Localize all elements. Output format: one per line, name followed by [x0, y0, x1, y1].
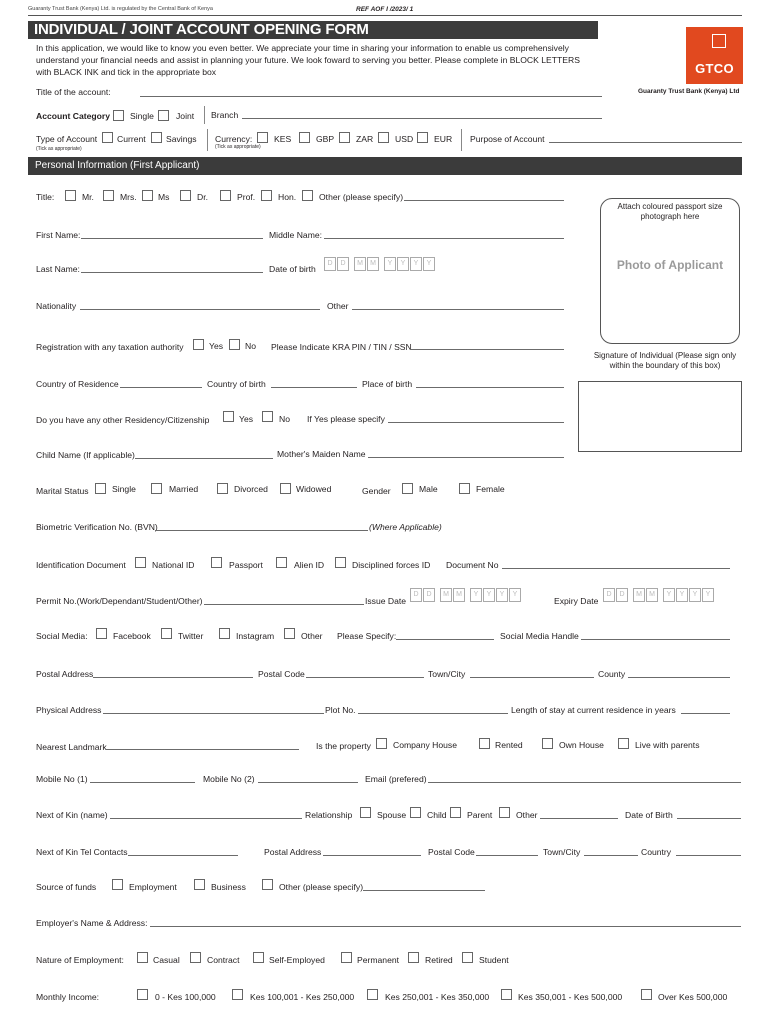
tick-note: (Tick as appropriate)	[36, 146, 82, 152]
twitter-label: Twitter	[178, 631, 204, 641]
if-yes-field[interactable]	[388, 422, 564, 423]
next-of-kin-field[interactable]	[110, 818, 302, 819]
country-residence-label: Country of Residence	[36, 379, 119, 389]
mrs-checkbox[interactable]	[103, 190, 114, 201]
form-title: INDIVIDUAL / JOINT ACCOUNT OPENING FORM	[28, 21, 598, 39]
kra-pin-label: Please Indicate KRA PIN / TIN / SSN	[271, 342, 412, 352]
bvn-field[interactable]	[155, 530, 368, 531]
mobile2-label: Mobile No (2)	[203, 774, 255, 784]
own-house-label: Own House	[559, 740, 604, 750]
business-label: Business	[211, 882, 246, 892]
child-label: Child	[427, 810, 447, 820]
kes-checkbox[interactable]	[257, 132, 268, 143]
married-checkbox[interactable]	[151, 483, 162, 494]
plot-no-field[interactable]	[358, 713, 508, 714]
male-checkbox[interactable]	[402, 483, 413, 494]
residency-no-label: No	[279, 414, 290, 424]
marital-status-label: Marital Status	[36, 486, 89, 496]
residency-yes-checkbox[interactable]	[223, 411, 234, 422]
middle-name-field[interactable]	[324, 238, 564, 239]
prof-checkbox[interactable]	[220, 190, 231, 201]
date-box: D	[324, 257, 336, 271]
widowed-label: Widowed	[296, 484, 332, 494]
marital-single-checkbox[interactable]	[95, 483, 106, 494]
live-parents-label: Live with parents	[635, 740, 700, 750]
hon-label: Hon.	[278, 192, 297, 202]
gbp-checkbox[interactable]	[299, 132, 310, 143]
source-of-funds-label: Source of funds	[36, 882, 97, 892]
postal-code-field[interactable]	[306, 677, 424, 678]
spouse-label: Spouse	[377, 810, 407, 820]
expiry-date-boxes[interactable]	[603, 588, 733, 602]
if-yes-label: If Yes please specify	[307, 414, 385, 424]
title-of-account-label: Title of the account:	[36, 87, 111, 97]
contract-label: Contract	[207, 955, 240, 965]
ms-label: Ms	[158, 192, 170, 202]
date-box: M	[440, 588, 452, 602]
male-label: Male	[419, 484, 438, 494]
title-label: Title:	[36, 192, 55, 202]
other-source-label: Other (please specify)	[279, 882, 364, 892]
date-box: M	[646, 588, 658, 602]
date-box: Y	[384, 257, 396, 271]
nok-dob-field[interactable]	[677, 818, 741, 819]
alien-id-checkbox[interactable]	[276, 557, 287, 568]
email-field[interactable]	[428, 782, 741, 783]
regulation-note: Guaranty Trust Bank (Kenya) Ltd. is regulated by the Central Bank of Kenya	[28, 6, 213, 12]
single-label: Single	[130, 111, 154, 121]
income-2-checkbox[interactable]	[232, 989, 243, 1000]
county-field[interactable]	[628, 677, 730, 678]
income-2-label: Kes 100,001 - Kes 250,000	[250, 992, 355, 1002]
town-label: Town/City	[428, 669, 466, 679]
child-checkbox[interactable]	[410, 807, 421, 818]
type-of-account-label: Type of Account	[36, 134, 98, 144]
length-stay-label: Length of stay at current residence in years	[511, 705, 676, 715]
mr-checkbox[interactable]	[65, 190, 76, 201]
relationship-label: Relationship	[305, 810, 353, 820]
income-5-checkbox[interactable]	[641, 989, 652, 1000]
place-birth-label: Place of birth	[362, 379, 413, 389]
usd-checkbox[interactable]	[378, 132, 389, 143]
other-title-label: Other (please specify)	[319, 192, 404, 202]
passport-checkbox[interactable]	[211, 557, 222, 568]
tax-registration-label: Registration with any taxation authority	[36, 342, 184, 352]
photo-box[interactable]	[600, 198, 740, 344]
mr-label: Mr.	[82, 192, 94, 202]
nok-postal-code-label: Postal Code	[428, 847, 475, 857]
facebook-checkbox[interactable]	[96, 628, 107, 639]
dob-boxes[interactable]	[324, 257, 454, 271]
tax-yes-label: Yes	[209, 341, 224, 351]
currency-note: (Tick as appropriate)	[215, 144, 261, 150]
income-4-label: Kes 350,001 - Kes 500,000	[518, 992, 623, 1002]
divider	[461, 129, 462, 151]
social-handle-field[interactable]	[581, 639, 730, 640]
nearest-landmark-label: Nearest Landmark	[36, 742, 107, 752]
female-checkbox[interactable]	[459, 483, 470, 494]
section-personal-info: Personal Information (First Applicant)	[28, 157, 742, 175]
disciplined-id-label: Disciplined forces ID	[352, 560, 431, 570]
national-id-checkbox[interactable]	[135, 557, 146, 568]
own-house-checkbox[interactable]	[542, 738, 553, 749]
logo-square-icon	[712, 34, 726, 48]
parent-label: Parent	[467, 810, 493, 820]
nok-tel-label: Next of Kin Tel Contacts	[36, 847, 128, 857]
permanent-label: Permanent	[357, 955, 400, 965]
single-checkbox[interactable]	[113, 110, 124, 121]
date-box: M	[633, 588, 645, 602]
issue-date-boxes[interactable]	[410, 588, 540, 602]
permanent-checkbox[interactable]	[341, 952, 352, 963]
savings-checkbox[interactable]	[151, 132, 162, 143]
mrs-label: Mrs.	[120, 192, 137, 202]
date-box: Y	[423, 257, 435, 271]
social-handle-label: Social Media Handle	[500, 631, 579, 641]
next-of-kin-label: Next of Kin (name)	[36, 810, 108, 820]
postal-address-label: Postal Address	[36, 669, 94, 679]
female-label: Female	[476, 484, 505, 494]
where-applicable-label: (Where Applicable)	[369, 522, 442, 532]
tax-yes-checkbox[interactable]	[193, 339, 204, 350]
maiden-name-field[interactable]	[368, 457, 564, 458]
dr-label: Dr.	[197, 192, 208, 202]
county-label: County	[598, 669, 626, 679]
gbp-label: GBP	[316, 134, 335, 144]
purpose-label: Purpose of Account	[470, 134, 545, 144]
nok-country-field[interactable]	[676, 855, 741, 856]
other-relationship-checkbox[interactable]	[499, 807, 510, 818]
social-media-label: Social Media:	[36, 631, 88, 641]
parent-checkbox[interactable]	[450, 807, 461, 818]
student-label: Student	[479, 955, 509, 965]
last-name-label: Last Name:	[36, 264, 80, 274]
date-box: Y	[483, 588, 495, 602]
date-box: M	[354, 257, 366, 271]
joint-label: Joint	[176, 111, 195, 121]
joint-checkbox[interactable]	[158, 110, 169, 121]
nok-tel-field[interactable]	[128, 855, 238, 856]
employer-label: Employer's Name & Address:	[36, 918, 148, 928]
prof-label: Prof.	[237, 192, 256, 202]
intro-text: In this application, we would like to know you even better. We appreciate your time in sharing your information to enable us comprehensively understand your financial needs and assist in planning your future. We look foward to serving you better. Please complete in BLOCK LETTERS with BLACK INK and tick in the appropriate box	[36, 43, 580, 77]
country-birth-label: Country of birth	[207, 379, 266, 389]
permit-field[interactable]	[204, 604, 364, 605]
other-nationality-label: Other	[327, 301, 349, 311]
nationality-label: Nationality	[36, 301, 77, 311]
date-box: M	[367, 257, 379, 271]
date-box: Y	[509, 588, 521, 602]
divorced-checkbox[interactable]	[217, 483, 228, 494]
instagram-label: Instagram	[236, 631, 275, 641]
savings-label: Savings	[166, 134, 197, 144]
contract-checkbox[interactable]	[190, 952, 201, 963]
nok-country-label: Country	[641, 847, 672, 857]
date-box: D	[410, 588, 422, 602]
id-document-label: Identification Document	[36, 560, 126, 570]
last-name-field[interactable]	[81, 272, 263, 273]
plot-no-label: Plot No.	[325, 705, 356, 715]
casual-label: Casual	[153, 955, 180, 965]
is-property-label: Is the property	[316, 741, 371, 751]
kes-label: KES	[274, 134, 292, 144]
current-checkbox[interactable]	[102, 132, 113, 143]
other-residency-label: Do you have any other Residency/Citizenship	[36, 415, 210, 425]
physical-address-label: Physical Address	[36, 705, 102, 715]
photo-attach-text: Attach coloured passport size photograph here	[617, 202, 723, 221]
marital-single-label: Single	[112, 484, 136, 494]
nok-postal-code-field[interactable]	[476, 855, 538, 856]
country-birth-field[interactable]	[271, 387, 357, 388]
zar-checkbox[interactable]	[339, 132, 350, 143]
first-name-label: First Name:	[36, 230, 81, 240]
date-box: Y	[397, 257, 409, 271]
gender-label: Gender	[362, 486, 391, 496]
self-employed-label: Self-Employed	[269, 955, 325, 965]
divider	[204, 106, 205, 124]
form-reference: REF AOF I /2023/ 1	[356, 6, 414, 13]
married-label: Married	[169, 484, 199, 494]
eur-checkbox[interactable]	[417, 132, 428, 143]
signature-instruction: Signature of Individual (Please sign only within the boundary of this box)	[593, 351, 737, 370]
other-relationship-label: Other	[516, 810, 538, 820]
top-divider	[28, 15, 742, 16]
casual-checkbox[interactable]	[137, 952, 148, 963]
date-box: Y	[410, 257, 422, 271]
residency-yes-label: Yes	[239, 414, 254, 424]
tax-no-label: No	[245, 341, 256, 351]
spouse-checkbox[interactable]	[360, 807, 371, 818]
postal-code-label: Postal Code	[258, 669, 305, 679]
first-name-field[interactable]	[81, 238, 263, 239]
mobile1-label: Mobile No (1)	[36, 774, 88, 784]
retired-label: Retired	[425, 955, 453, 965]
other-title-field[interactable]	[404, 200, 564, 201]
nok-postal-address-label: Postal Address	[264, 847, 322, 857]
permit-label: Permit No.(Work/Dependant/Student/Other)	[36, 596, 203, 606]
signature-box[interactable]	[578, 381, 742, 452]
other-relationship-field[interactable]	[540, 818, 618, 819]
other-social-checkbox[interactable]	[284, 628, 295, 639]
nok-dob-label: Date of Birth	[625, 810, 673, 820]
zar-label: ZAR	[356, 134, 374, 144]
disciplined-id-checkbox[interactable]	[335, 557, 346, 568]
length-stay-field[interactable]	[681, 713, 730, 714]
date-box: Y	[496, 588, 508, 602]
other-source-checkbox[interactable]	[262, 879, 273, 890]
business-checkbox[interactable]	[194, 879, 205, 890]
tax-no-checkbox[interactable]	[229, 339, 240, 350]
nok-town-label: Town/City	[543, 847, 581, 857]
employment-label: Employment	[129, 882, 177, 892]
passport-label: Passport	[229, 560, 263, 570]
employment-checkbox[interactable]	[112, 879, 123, 890]
dr-checkbox[interactable]	[180, 190, 191, 201]
document-no-field[interactable]	[502, 568, 730, 569]
document-no-label: Document No	[446, 560, 499, 570]
please-specify-field[interactable]	[396, 639, 494, 640]
other-nationality-field[interactable]	[352, 309, 564, 310]
monthly-income-label: Monthly Income:	[36, 992, 100, 1002]
date-box: Y	[663, 588, 675, 602]
income-4-checkbox[interactable]	[501, 989, 512, 1000]
date-box: D	[423, 588, 435, 602]
income-1-checkbox[interactable]	[137, 989, 148, 1000]
expiry-date-label: Expiry Date	[554, 596, 599, 606]
country-residence-field[interactable]	[120, 387, 202, 388]
nok-town-field[interactable]	[584, 855, 638, 856]
other-title-checkbox[interactable]	[302, 190, 313, 201]
residency-no-checkbox[interactable]	[262, 411, 273, 422]
rented-label: Rented	[495, 740, 523, 750]
date-box: Y	[702, 588, 714, 602]
current-label: Current	[117, 134, 146, 144]
maiden-name-label: Mother's Maiden Name	[277, 449, 366, 459]
photo-label: Photo of Applicant	[616, 258, 724, 272]
nearest-landmark-field[interactable]	[106, 749, 299, 750]
other-social-label: Other	[301, 631, 323, 641]
employer-field[interactable]	[150, 926, 741, 927]
dob-label: Date of birth	[269, 264, 316, 274]
national-id-label: National ID	[152, 560, 195, 570]
divorced-label: Divorced	[234, 484, 268, 494]
alien-id-label: Alien ID	[294, 560, 325, 570]
bank-name: Guaranty Trust Bank (Kenya) Ltd	[638, 88, 740, 95]
ms-checkbox[interactable]	[142, 190, 153, 201]
please-specify-label: Please Specify:	[337, 631, 397, 641]
place-birth-field[interactable]	[416, 387, 564, 388]
logo-text: GTCO	[695, 61, 734, 76]
title-of-account-field[interactable]	[140, 96, 602, 97]
postal-address-field[interactable]	[93, 677, 253, 678]
self-employed-checkbox[interactable]	[253, 952, 264, 963]
retired-checkbox[interactable]	[408, 952, 419, 963]
date-box: D	[337, 257, 349, 271]
income-3-label: Kes 250,001 - Kes 350,000	[385, 992, 490, 1002]
child-name-label: Child Name (If applicable)	[36, 450, 135, 460]
kra-pin-field[interactable]	[410, 349, 564, 350]
nok-postal-address-field[interactable]	[323, 855, 421, 856]
child-name-field[interactable]	[135, 458, 273, 459]
student-checkbox[interactable]	[462, 952, 473, 963]
company-house-checkbox[interactable]	[376, 738, 387, 749]
company-house-label: Company House	[393, 740, 458, 750]
account-category-label: Account Category	[36, 111, 111, 121]
hon-checkbox[interactable]	[261, 190, 272, 201]
date-box: M	[453, 588, 465, 602]
widowed-checkbox[interactable]	[280, 483, 291, 494]
nationality-field[interactable]	[80, 309, 320, 310]
bvn-label: Biometric Verification No. (BVN)	[36, 522, 158, 532]
email-label: Email (prefered)	[365, 774, 427, 784]
branch-label: Branch	[211, 110, 239, 120]
other-source-field[interactable]	[363, 890, 485, 891]
town-field[interactable]	[470, 677, 594, 678]
date-box: Y	[676, 588, 688, 602]
live-parents-checkbox[interactable]	[618, 738, 629, 749]
date-box: D	[603, 588, 615, 602]
eur-label: EUR	[434, 134, 453, 144]
date-box: Y	[470, 588, 482, 602]
middle-name-label: Middle Name:	[269, 230, 323, 240]
divider	[207, 129, 208, 151]
nature-employment-label: Nature of Employment:	[36, 955, 124, 965]
income-5-label: Over Kes 500,000	[658, 992, 728, 1002]
physical-address-field[interactable]	[103, 713, 324, 714]
gtco-logo	[686, 27, 743, 84]
issue-date-label: Issue Date	[365, 596, 407, 606]
purpose-field[interactable]	[549, 142, 742, 143]
date-box: D	[616, 588, 628, 602]
rented-checkbox[interactable]	[479, 738, 490, 749]
branch-field[interactable]	[242, 118, 602, 119]
twitter-checkbox[interactable]	[161, 628, 172, 639]
mobile1-field[interactable]	[90, 782, 195, 783]
instagram-checkbox[interactable]	[219, 628, 230, 639]
facebook-label: Facebook	[113, 631, 151, 641]
mobile2-field[interactable]	[258, 782, 358, 783]
income-1-label: 0 - Kes 100,000	[155, 992, 216, 1002]
income-3-checkbox[interactable]	[367, 989, 378, 1000]
date-box: Y	[689, 588, 701, 602]
usd-label: USD	[395, 134, 414, 144]
currency-label: Currency:	[215, 134, 253, 144]
